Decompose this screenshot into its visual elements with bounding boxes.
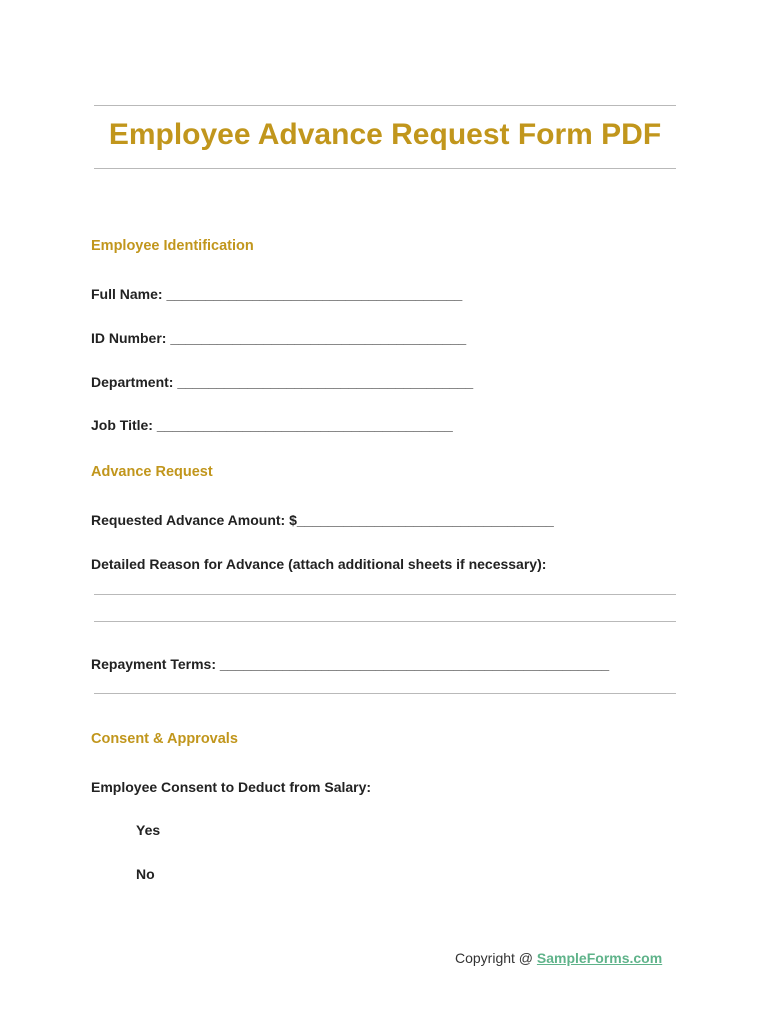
consent-deduct-label: Employee Consent to Deduct from Salary: bbox=[91, 779, 372, 795]
consent-option-no[interactable]: No bbox=[136, 866, 155, 882]
sampleforms-link[interactable]: SampleForms.com bbox=[536, 950, 663, 966]
title-bottom-rule bbox=[94, 168, 676, 169]
id-number-field[interactable]: ID Number: ______________________________________ bbox=[91, 330, 467, 346]
reason-line-2[interactable] bbox=[94, 621, 676, 622]
advance-amount-field[interactable]: Requested Advance Amount: $_________________________________ bbox=[91, 512, 554, 528]
reason-label: Detailed Reason for Advance (attach additional sheets if necessary): bbox=[91, 556, 547, 572]
reason-line-1[interactable] bbox=[94, 594, 676, 595]
job-title-field[interactable]: Job Title: ______________________________________ bbox=[91, 417, 453, 433]
repayment-terms-field[interactable]: Repayment Terms: __________________________________________________ bbox=[91, 656, 610, 672]
department-field[interactable]: Department: ______________________________________ bbox=[91, 374, 474, 390]
full-name-field[interactable]: Full Name: ______________________________________ bbox=[91, 286, 463, 302]
title-top-rule bbox=[94, 105, 676, 106]
repayment-line[interactable] bbox=[94, 693, 676, 694]
copyright-prefix: Copyright @ bbox=[455, 950, 537, 966]
consent-option-yes[interactable]: Yes bbox=[136, 822, 161, 838]
page-title: Employee Advance Request Form PDF bbox=[108, 118, 662, 151]
section-heading-advance: Advance Request bbox=[91, 464, 213, 480]
copyright-notice bbox=[455, 950, 662, 966]
section-heading-identification: Employee Identification bbox=[91, 238, 254, 254]
section-heading-consent: Consent & Approvals bbox=[91, 731, 238, 747]
